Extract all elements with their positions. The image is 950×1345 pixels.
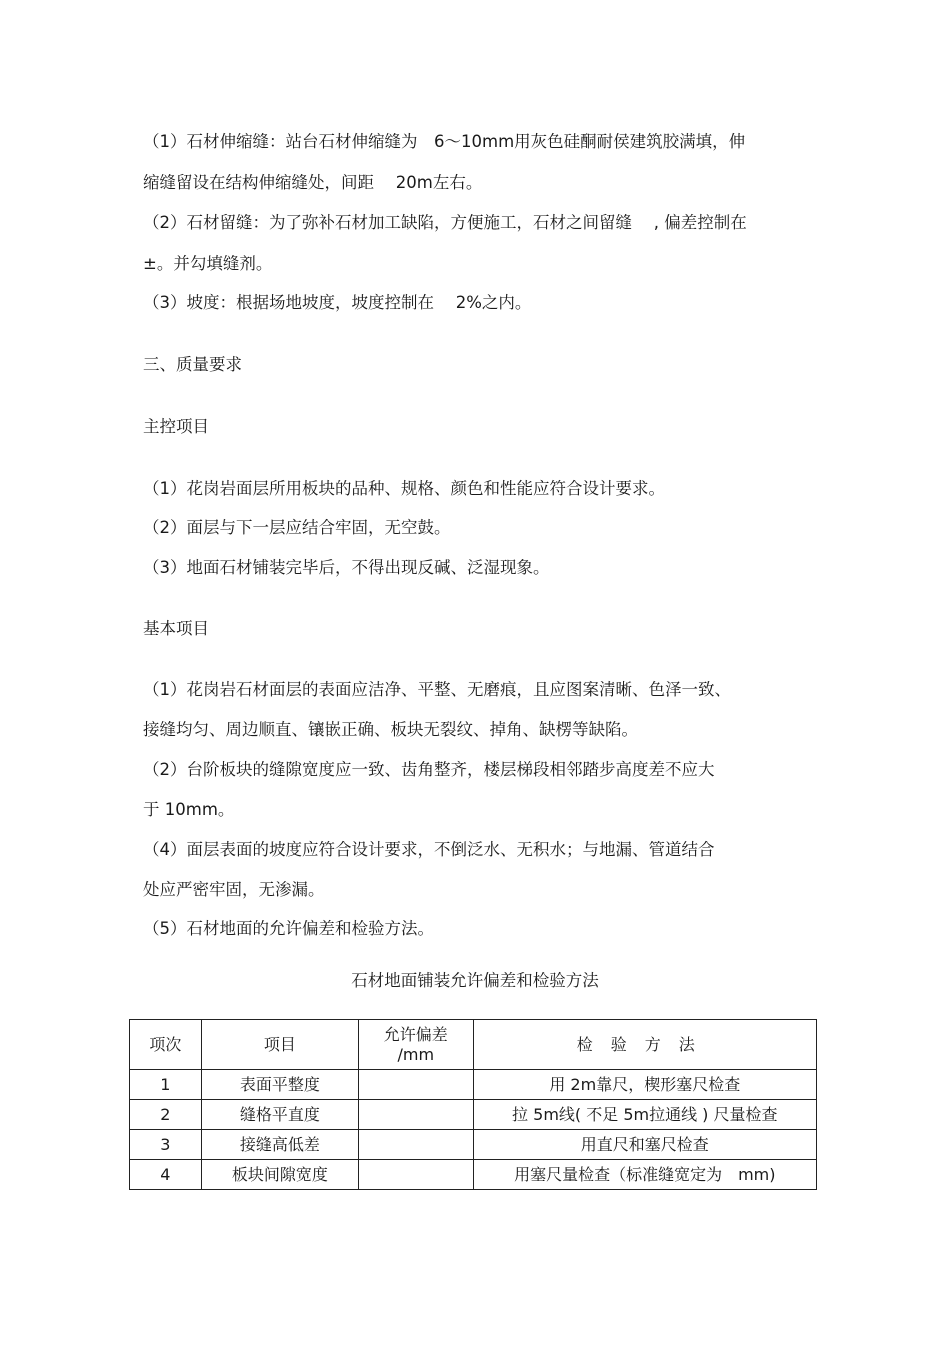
cell-tolerance (358, 1070, 473, 1100)
paragraph-basic-1b: 接缝均匀、周边顺直、镶嵌正确、板块无裂纹、掉角、缺楞等缺陷。 (143, 720, 638, 739)
paragraph-basic-2a: （2）台阶板块的缝隙宽度应一致、齿角整齐，楼层梯段相邻踏步高度差不应大 (143, 760, 715, 779)
cell-item: 接缝高低差 (201, 1130, 358, 1160)
cell-method: 用直尺和塞尺检查 (473, 1130, 816, 1160)
paragraph-expansion-joint-1: （1）石材伸缩缝：站台石材伸缩缝为 6～10mm用灰色硅酮耐侯建筑胶满填，伸 (143, 132, 746, 151)
cell-tolerance (358, 1130, 473, 1160)
header-item: 项目 (201, 1020, 358, 1070)
table-caption: 石材地面铺装允许偏差和检验方法 (351, 971, 599, 990)
cell-tolerance (358, 1100, 473, 1130)
cell-item: 缝格平直度 (201, 1100, 358, 1130)
subheading-basic-items: 基本项目 (143, 619, 209, 638)
table-header-row (130, 1020, 817, 1070)
paragraph-slope: （3）坡度：根据场地坡度，坡度控制在 2%之内。 (143, 293, 532, 312)
cell-index: 2 (130, 1100, 202, 1130)
header-method: 检验方法 (473, 1020, 816, 1070)
paragraph-basic-4a: （4）面层表面的坡度应符合设计要求，不倒泛水、无积水；与地漏、管道结合 (143, 840, 715, 859)
paragraph-expansion-joint-2: 缩缝留设在结构伸缩缝处，间距 20m左右。 (143, 173, 483, 192)
table-row (130, 1070, 817, 1100)
paragraph-main-control-1: （1）花岗岩面层所用板块的品种、规格、颜色和性能应符合设计要求。 (143, 479, 665, 498)
table-row (130, 1130, 817, 1160)
cell-index: 1 (130, 1070, 202, 1100)
cell-item: 板块间隙宽度 (201, 1160, 358, 1190)
cell-method: 用 2m靠尺，楔形塞尺检查 (473, 1070, 816, 1100)
cell-method: 用塞尺量检查（标准缝宽定为 mm) (473, 1160, 816, 1190)
subheading-main-control: 主控项目 (143, 417, 209, 436)
header-tolerance (358, 1020, 473, 1070)
cell-method: 拉 5m线( 不足 5m拉通线 ) 尺量检查 (473, 1100, 816, 1130)
table-row (130, 1160, 817, 1190)
cell-item: 表面平整度 (201, 1070, 358, 1100)
cell-index: 3 (130, 1130, 202, 1160)
paragraph-basic-4b: 处应严密牢固，无渗漏。 (143, 880, 325, 899)
cell-tolerance (358, 1160, 473, 1190)
paragraph-main-control-3: （3）地面石材铺装完毕后，不得出现反碱、泛湿现象。 (143, 558, 550, 577)
cell-index: 4 (130, 1160, 202, 1190)
header-tolerance-line1: 允许偏差 (383, 1024, 448, 1044)
paragraph-stone-gap-2: ±。并勾填缝剂。 (143, 254, 273, 273)
table-row (130, 1100, 817, 1130)
section-heading-quality: 三、质量要求 (143, 355, 242, 374)
paragraph-basic-2b: 于 10mm。 (143, 800, 235, 819)
paragraph-stone-gap-1: （2）石材留缝：为了弥补石材加工缺陷，方便施工，石材之间留缝 , 偏差控制在 (143, 213, 747, 232)
header-tolerance-line2: /mm (397, 1044, 435, 1064)
paragraph-basic-1a: （1）花岗岩石材面层的表面应洁净、平整、无磨痕，且应图案清晰、色泽一致、 (143, 680, 731, 699)
header-index: 项次 (130, 1020, 202, 1070)
tolerance-table (129, 1019, 817, 1190)
paragraph-main-control-2: （2）面层与下一层应结合牢固，无空鼓。 (143, 518, 451, 537)
paragraph-basic-5: （5）石材地面的允许偏差和检验方法。 (143, 919, 434, 938)
